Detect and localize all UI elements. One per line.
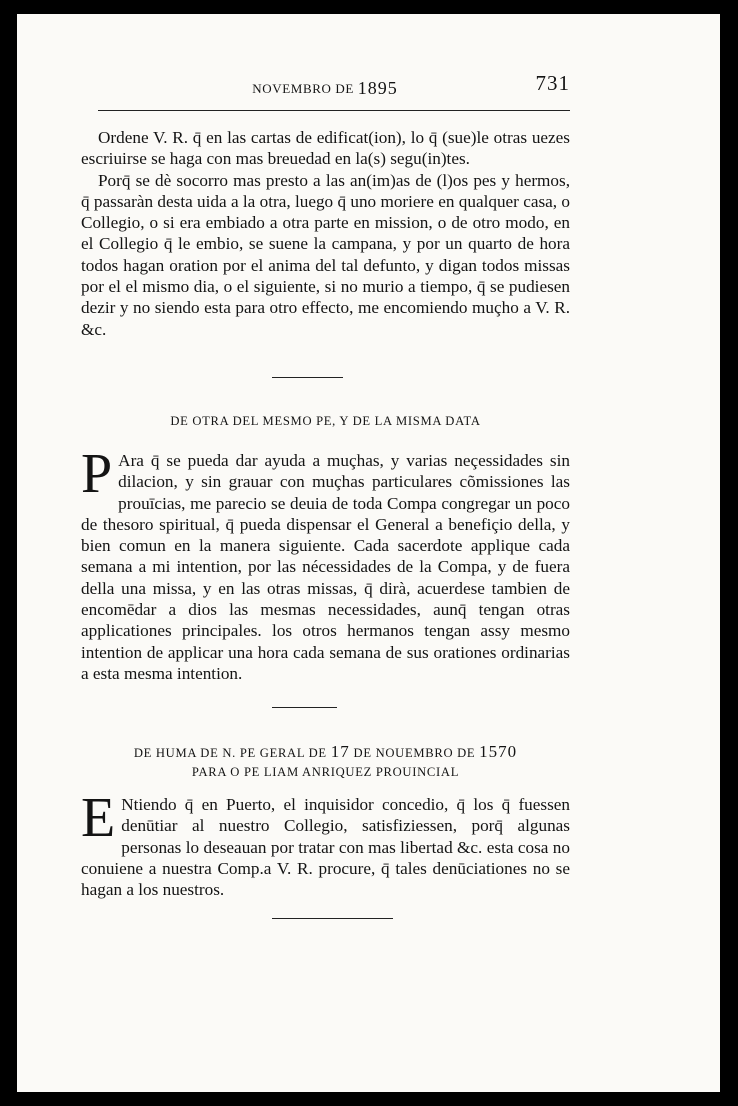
section-1-title: DE OTRA DEL MESMO PE, Y DE LA MISMA DATA bbox=[170, 414, 481, 428]
intro-text bbox=[81, 127, 570, 340]
section-2-title-line-1 bbox=[81, 742, 570, 763]
section-1-body: Ara q̄ se pueda dar ayuda a muçhas, y varias neçessidades sin dilacion, y sin grauar con muçhas particulares cõmissiones las prouīcias, me parecio se deuia de toda Compa congregar un poco de thesoro spiritual, q̄ pueda dispensar el General a benefiçio della, y bien comun en la manera siguiente. Cada sacerdote applique cada semana a mi intention, por las nécessidades de la Compa, y de fuera della una missa, y en las otras missas, q̄ dirà, acuerdese tambien de encomēdar a dios las mesmas necessidades, aunq̄ tengan otras applicationes principales. los otros hermanos tengan assy mesmo intention de applicar una hora cada semana de sus orationes ordinarias a esta mesma intention. bbox=[81, 451, 570, 683]
section-2-title bbox=[81, 742, 570, 782]
section-divider-2 bbox=[272, 707, 337, 708]
running-head-year: 1895 bbox=[357, 78, 398, 98]
section-2-title-year: 1570 bbox=[479, 742, 518, 761]
section-divider-3 bbox=[272, 918, 393, 919]
section-2-title-line-2: PARA O PE LIAM ANRIQUEZ PROUINCIAL bbox=[191, 765, 460, 779]
section-divider-1 bbox=[272, 377, 343, 378]
section-1-text bbox=[81, 443, 570, 684]
running-head-text: NOVEMBRO DE bbox=[252, 81, 354, 96]
intro-paragraph-1: Ordene V. R. q̄ en las cartas de edificat(ion), lo q̄ (sue)le otras uezes escriuirse se haga con mas breuedad en la(s) segu(in)tes. bbox=[81, 128, 570, 169]
section-1-dropcap: P bbox=[81, 443, 113, 505]
section-2-dropcap: E bbox=[81, 787, 116, 849]
page-header bbox=[80, 71, 570, 101]
running-head bbox=[80, 77, 570, 98]
intro-paragraph-2: Porq̄ se dè socorro mas presto a las an(im)as de (l)os pes y hermos, q̄ passaràn desta uida a la otra, luego q̄ uno moriere en qualquer casa, o Collegio, o si era embiado a otra parte en mission, o de otro modo, en el Collegio q̄ le embio, se suene la campana, y por un quarto de hora todos hagan oration por el anima del tal defunto, y digan todos missas por el el mismo dia, o el siguiente, si no murio a tiempo, q̄ se pudiesen dezir y no siendo esta para otro effecto, me encomiendo muçho a V. R. &c. bbox=[81, 170, 570, 339]
section-2-title-day: 17 bbox=[330, 742, 350, 761]
section-2-body: Ntiendo q̄ en Puerto, el inquisidor concedio, q̄ los q̄ fuessen denūtiar al nuestro Collegio, satisfiziessen, porq̄ algunas personas lo deseauan por tratar con mas libertad &c. esta cosa no conuiene a nuestra Comp.a V. R. procure, q̄ tales denūciationes no se hagan a los nuestros. bbox=[81, 795, 570, 900]
section-2-text bbox=[81, 787, 570, 900]
page-number: 731 bbox=[535, 71, 570, 95]
section-2-title-part-a: DE HUMA DE N. PE GERAL DE bbox=[133, 746, 327, 760]
header-rule bbox=[98, 110, 570, 111]
section-2-title-part-b: DE NOUEMBRO DE bbox=[353, 746, 476, 760]
